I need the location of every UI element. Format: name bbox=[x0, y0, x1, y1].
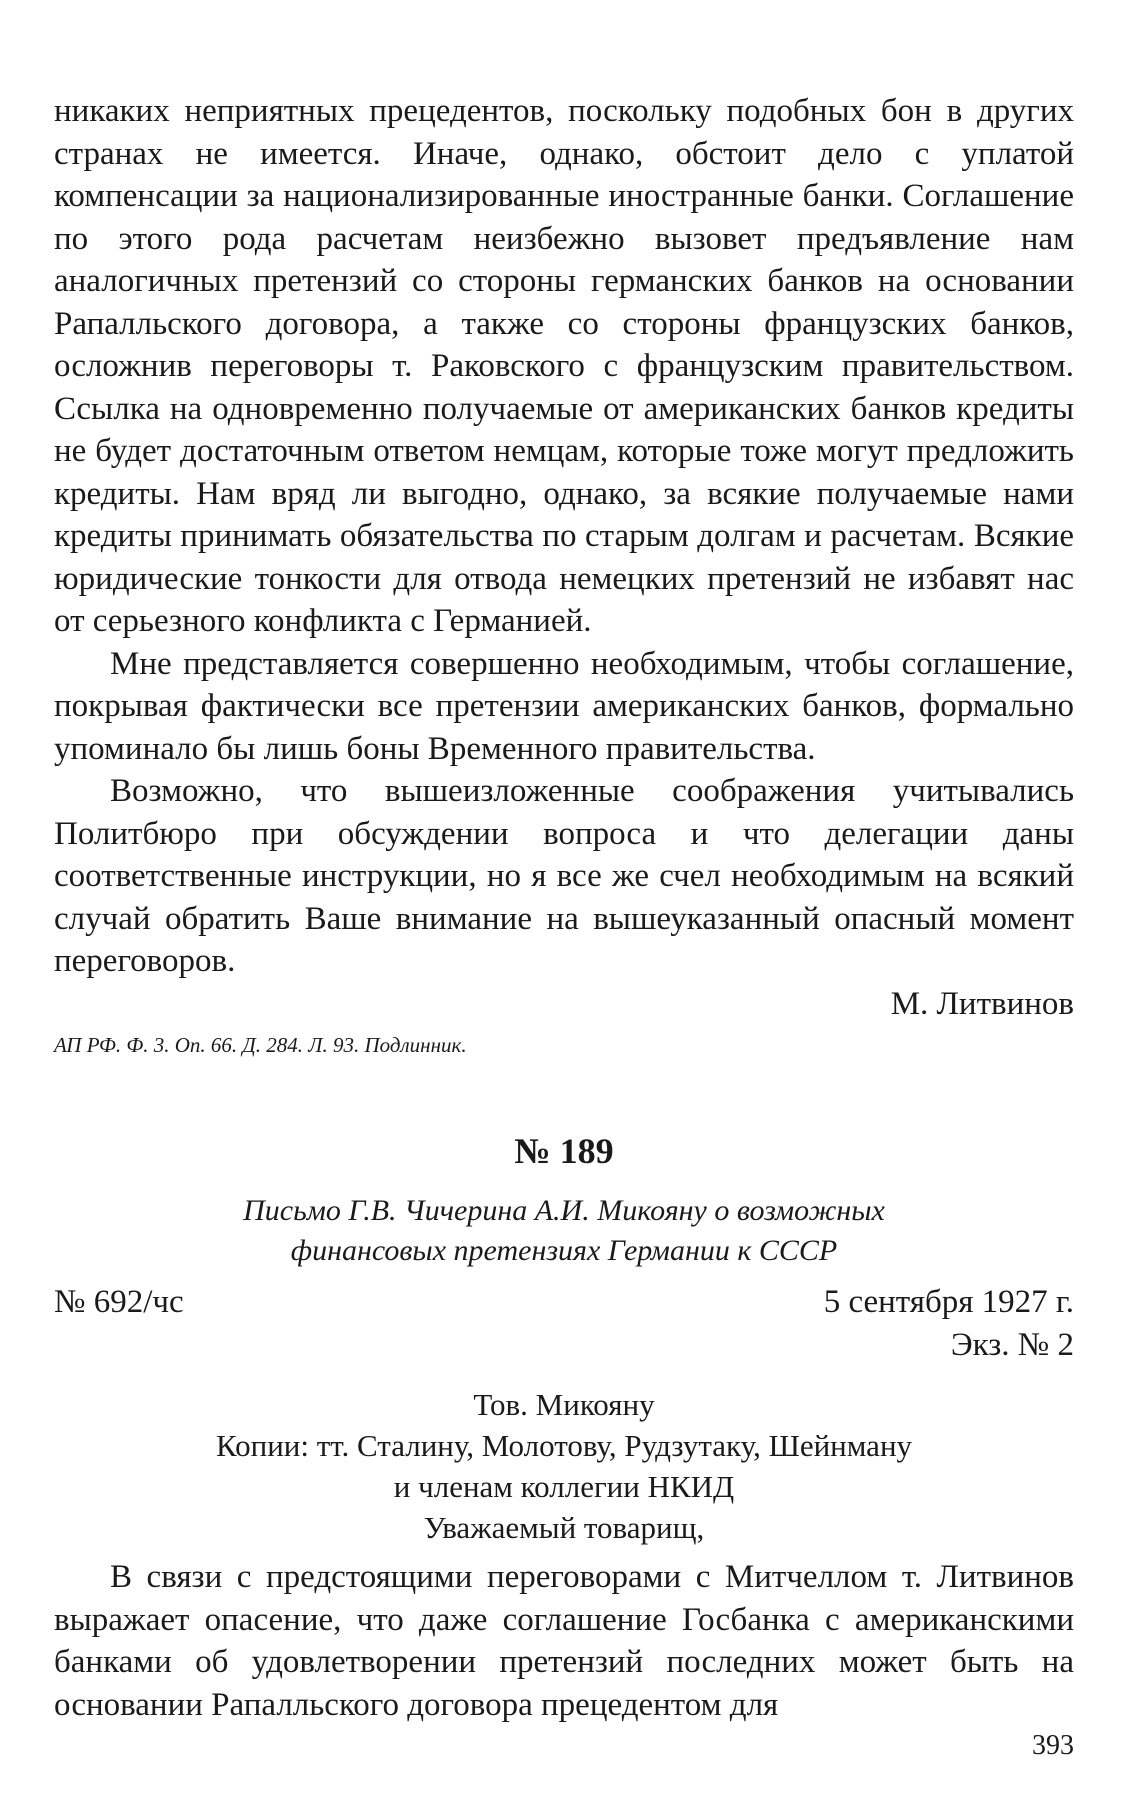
copies-line-2: и членам коллегии НКИД bbox=[393, 1469, 735, 1504]
document-title-line-1: Письмо Г.В. Чичерина А.И. Микояну о возможных bbox=[243, 1194, 885, 1227]
document-title-line-2: финансовых претензиях Германии к СССР bbox=[290, 1234, 838, 1267]
document-date: 5 сентября 1927 г. bbox=[823, 1284, 1074, 1320]
outgoing-number: № 692/чс bbox=[54, 1284, 184, 1320]
paragraph-conclusion: Возможно, что вышеизложенные соображения учитывались Политбюро при обсуждении вопроса и что делегации даны соответственные инструкции, но я все же счел необходимым на всякий случай обратить Ваше внимание на вышеуказанный опасный момент переговоров. bbox=[54, 773, 1074, 979]
document-page bbox=[54, 90, 1074, 1726]
addressee: Тов. Микояну bbox=[473, 1387, 655, 1422]
signature: М. Литвинов bbox=[890, 985, 1074, 1022]
archive-source: АП РФ. Ф. 3. Оп. 66. Д. 284. Л. 93. Подлинник. bbox=[54, 1033, 467, 1057]
page-number: 393 bbox=[1032, 1730, 1074, 1761]
document-header-row bbox=[54, 1281, 1074, 1324]
document-title bbox=[54, 1191, 1074, 1271]
salutation: Уважаемый товарищ, bbox=[423, 1510, 705, 1545]
document-number: № 189 bbox=[514, 1131, 614, 1171]
paragraph-continuation: никаких неприятных прецедентов, поскольку подобных бон в других странах не имеется. Иначе, однако, обстоит дело с уплатой компенсации за национализированные иностранные банки. Соглашение по этого рода расчетам неизбежно вызовет предъявление нам аналогичных претензий со стороны германских банков на основании Рапалльского договора, а также со стороны французских банков, осложнив переговоры т. Раковского с французским правительством. Ссылка на одновременно получаемые от американских банков кредиты не будет достаточным ответом немцам, которые тоже могут предложить кредиты. Нам вряд ли выгодно, однако, за всякие получаемые нами кредиты принимать обязательства по старым долгам и расчетам. Всякие юридические тонкости для отвода немецких претензий не избавят нас от серьезного конфликта с Германией. bbox=[54, 93, 1074, 639]
copy-number: Экз. № 2 bbox=[950, 1326, 1074, 1363]
letter-body: В связи с предстоящими переговорами с Митчеллом т. Литвинов выражает опасение, что даже соглашение Госбанка с американскими банками об удовлетворении претензий последних может быть на основании Рапалльского договора прецедентом для bbox=[54, 1559, 1074, 1723]
copies-line-1: Копии: тт. Сталину, Молотову, Рудзутаку, Шейнману bbox=[215, 1428, 913, 1463]
paragraph-proposal: Мне представляется совершенно необходимым, чтобы соглашение, покрывая фактически все претензии американских банков, формально упоминало бы лишь боны Временного правительства. bbox=[54, 645, 1074, 767]
